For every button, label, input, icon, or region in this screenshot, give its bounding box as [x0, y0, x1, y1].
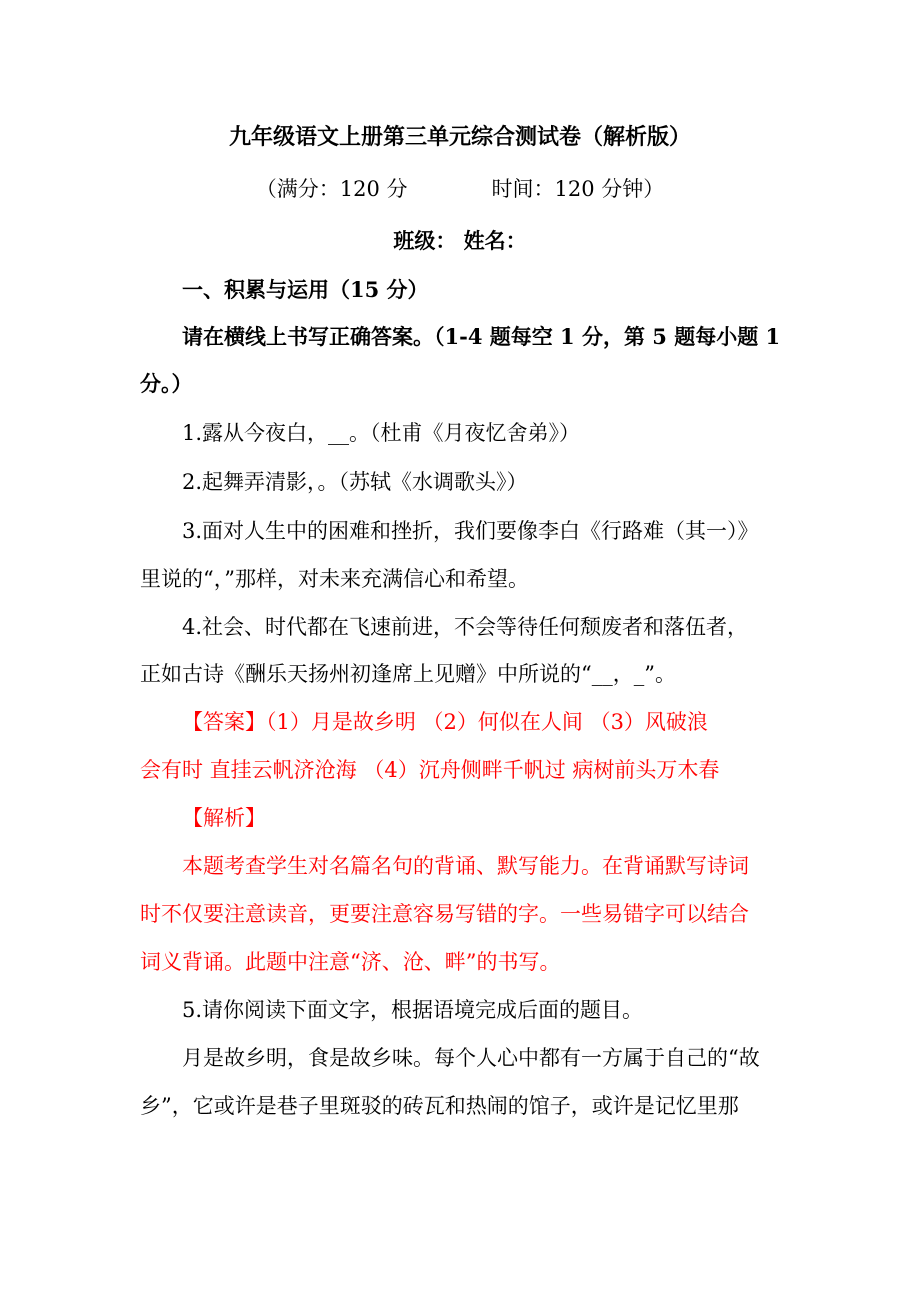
question-4-line-1: 4.社会、时代都在飞速前进，不会等待任何颓废者和落伍者，: [182, 615, 749, 639]
passage-line-1: 月是故乡明，食是故乡味。每个人心中都有一方属于自己的“故: [182, 1046, 760, 1070]
question-1: 1.露从今夜白，__。（杜甫《月夜忆舍弟》）: [182, 421, 581, 445]
answer-line-1: 【答案】（1）月是故乡明 （2）何似在人间 （3）风破浪: [182, 710, 708, 734]
question-2: 2.起舞弄清影，。（苏轼《水调歌头》）: [182, 470, 528, 494]
document-title: 九年级语文上册第三单元综合测试卷（解析版）: [228, 124, 691, 150]
question-4-line-2: 正如古诗《酬乐天扬州初逢席上见赠》中所说的“__，_”。: [140, 662, 676, 686]
exam-meta: [0, 176, 920, 202]
answer-line-2: 会有时 直挂云帆济沧海 （4）沉舟侧畔千帆过 病树前头万木春: [140, 758, 720, 782]
instruction-line-2: 分。）: [140, 371, 193, 396]
passage-line-2: 乡”，它或许是巷子里斑驳的砖瓦和热闹的馆子，或许是记忆里那: [140, 1094, 739, 1118]
question-5: 5.请你阅读下面文字，根据语境完成后面的题目。: [182, 998, 644, 1022]
class-name-line: 班级： 姓名：: [393, 228, 527, 253]
analysis-label: 【解析】: [182, 806, 266, 830]
analysis-line-2: 时不仅要注意读音，更要注意容易写错的字。一些易错字可以结合: [140, 902, 749, 926]
analysis-line-3: 词义背诵。此题中注意“济、沧、畔”的书写。: [140, 950, 561, 974]
exam-time: 时间：120 分钟）: [491, 177, 665, 201]
full-score: （满分：120 分: [255, 177, 408, 201]
instruction-line-1: 请在横线上书写正确答案。（1-4 题每空 1 分，第 5 题每小题 1: [182, 324, 781, 349]
question-3-line-2: 里说的“，”那样，对未来充满信心和希望。: [140, 567, 529, 591]
question-3-line-1: 3.面对人生中的困难和挫折，我们要像李白《行路难（其一）》: [182, 519, 759, 543]
section-heading: 一、积累与运用（15 分）: [182, 277, 429, 302]
analysis-line-1: 本题考查学生对名篇名句的背诵、默写能力。在背诵默写诗词: [182, 854, 749, 878]
